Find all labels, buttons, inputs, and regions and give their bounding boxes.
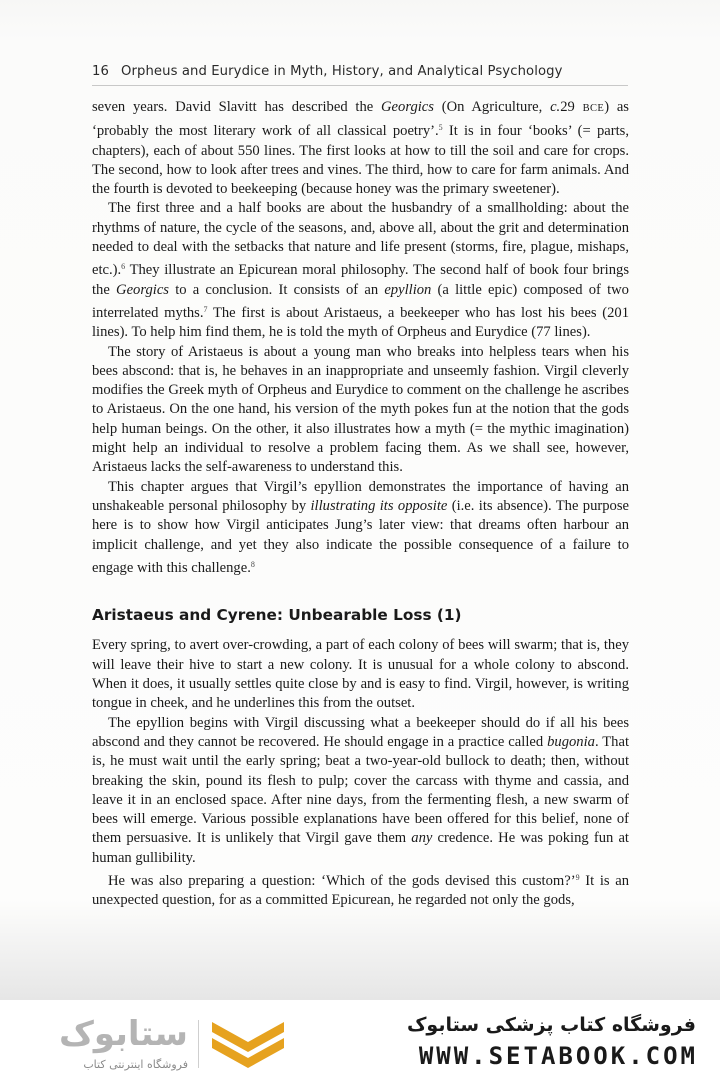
small-caps-run: BCE [582,103,605,114]
footnote-marker: 6 [121,262,126,272]
text-run: The first three and a half books are about the husbandry of a smallholding: about the rhythms of nature, the cycle of the seasons, and, above all, about the grit and determination needed to deal with the setbacks that nature and life present (storms, fire, plague, mishaps, etc.). [92,200,629,279]
paragraph-5: Every spring, to avert over-crowding, a part of each colony of bees will swarm; that is, they will leave their hive to start a new colony. It is unusual for a whole colony to abscond. When it does, it usually settles quite close by and is easy to find. Virgil, however, is writing tongue in cheek, and he underlines this from the outset. [92,637,629,712]
paragraph-1 [92,98,629,199]
italic-run: Georgics [381,99,434,115]
text-run: They illustrate an Epicurean moral philosophy. The second half of book four brings the [92,262,629,298]
text-run: 29 [560,99,583,115]
logo-wordmark: ستابوک [59,1014,188,1054]
section-heading: Aristaeus and Cyrene: Unbearable Loss (1) [92,606,462,625]
text-run: to a conclusion. It consists of an [169,281,385,298]
footnote-marker: 8 [250,559,255,569]
book-chevron-icon [208,1016,288,1072]
logo-divider [198,1020,199,1068]
body-text [92,98,629,911]
text-run: It is in four ‘books’ (= parts, chapters), each of about 550 lines. The first looks at how to till the soil and care for crops. The second, how to look after trees and vines. The third, how to care for farm animals. And the fourth is devoted to beekeeping (because honey was the primary sweetener). [92,123,629,198]
paragraph-7 [92,868,629,911]
text-run: credence. He was poking fun at human gullibility. [92,830,629,866]
running-title: Orpheus and Eurydice in Myth, History, and Analytical Psychology [120,64,563,79]
text-run: . That is, he must wait until the early spring; beat a two-year-old bullock to death; then, without breaking the skin, pound its flesh to pulp; cover the carcass with thyme and cassia, and leave it in an enclosed space. After nine days, from the fermenting flesh, a new swarm of bees will emerge. Various possible explanations have been offered for this belief, none of them persuasive. It is unlikely that Virgil gave them [92,733,629,847]
logo-subtitle: فروشگاه اینترنتی کتاب [83,1058,188,1071]
text-run: (On Agriculture, [433,99,551,115]
italic-run: c. [550,99,561,115]
text-run: It is an unexpected question, for as a committed Epicurean, he regarded not only the gods, [92,872,629,909]
text-run: (a little epic) composed of two interrelated myths. [92,281,629,321]
paragraph-2 [92,199,629,342]
store-url-link[interactable]: WWW.SETABOOK.COM [418,1042,698,1070]
italic-run: Georgics [116,281,169,298]
text-run: seven years. David Slavitt has described the [92,99,381,115]
text-run: He was also preparing a question: ‘Which of the gods devised this custom?’ [108,872,576,889]
paragraph-3: The story of Aristaeus is about a young man who breaks into helpless tears when his bees abscond: that is, he behaves in an inappropriate and unseemly fashion. Virgil cleverly modifies the Greek myth of Orpheus and Eurydice to comment on the challenge he ascribes to Aristaeus. On the one hand, his version of the myth pokes fun at the notion that the gods help human beings. On the other, it also illustrates how a myth (= the mythic imagination) might help an individual to resolve a problem facing them. As we shall see, however, Aristaeus lacks the self-awareness to understand this. [92,343,629,476]
text-run: The first is about Aristaeus, a beekeeper who has lost his bees (201 lines). To help him find them, he is told the myth of Orpheus and Eurydice (77 lines). [92,304,629,341]
store-name: فروشگاه کتاب پزشکی ستابوک [406,1014,696,1036]
footnote-marker: 9 [575,872,580,882]
page-number: 16 [92,64,109,79]
text-run: ) as ‘probably the most literary work of all classical poetry’. [92,99,629,140]
italic-run: any [411,830,433,847]
text-run: (i.e. its absence). The purpose here is to show how Virgil anticipates Jung’s later view: that dreams often harbour an implicit challenge, and yet they also indicate the possible consequence of a failure to engage with this challenge. [92,497,629,576]
paragraph-6 [92,714,629,868]
running-header [92,64,628,86]
footnote-marker: 5 [438,123,443,133]
italic-run: epyllion [384,281,432,298]
footnote-marker: 7 [203,304,208,314]
italic-run: bugonia [547,733,595,750]
paragraph-4 [92,478,629,578]
text-run: The epyllion begins with Virgil discussing what a beekeeper should do if all his bees abscond and they cannot be recovered. He should engage in a practice called [92,714,629,750]
text-run: This chapter argues that Virgil’s epyllion demonstrates the importance of having an unshakeable personal philosophy by [92,478,629,514]
italic-run: illustrating its opposite [310,497,448,514]
store-logo[interactable] [28,1014,288,1074]
